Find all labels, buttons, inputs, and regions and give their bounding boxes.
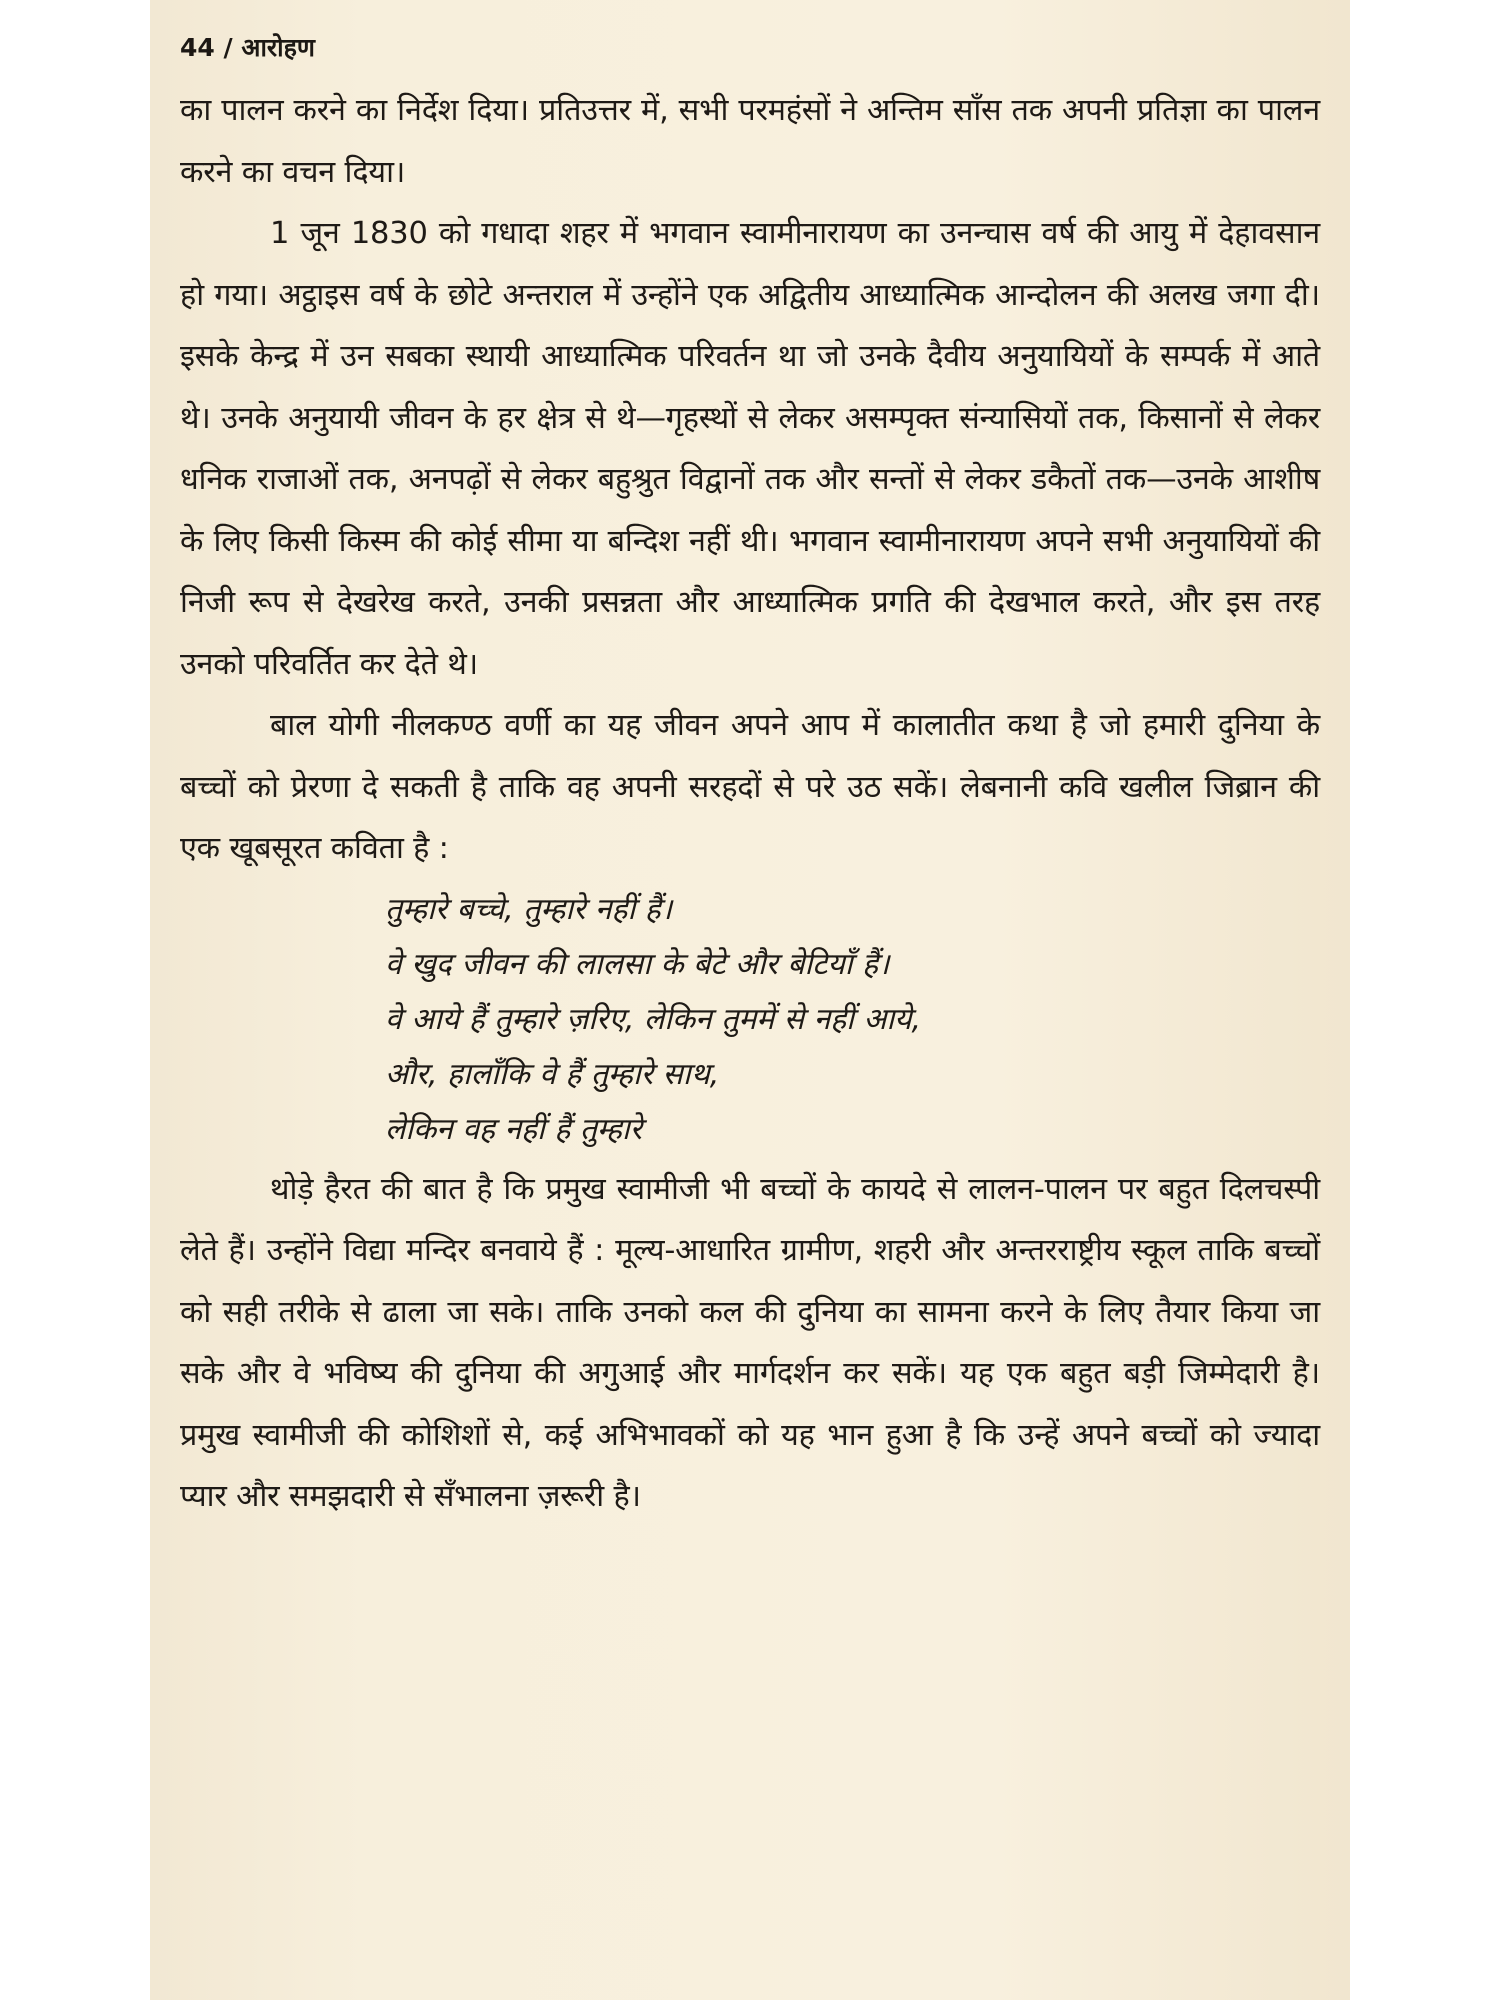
poem-line: वे खुद जीवन की लालसा के बेटे और बेटियाँ हैं। <box>385 946 890 982</box>
paragraph-4: थोड़े हैरत की बात है कि प्रमुख स्वामीजी भी बच्चों के कायदे से लालन-पालन पर बहुत दिलचस्पी लेते हैं। उन्होंने विद्या मन्दिर बनवाये हैं : मूल्य-आधारित ग्रामीण, शहरी और अन्तरराष्ट्रीय स्कूल ताकि बच्चों को सही तरीके से ढाला जा सके। ताकि उनको कल की दुनिया का सामना करने के लिए तैयार किया जा सके और वे भविष्य की दुनिया की अगुआई और मार्गदर्शन कर सकें। यह एक बहुत बड़ी जिम्मेदारी है। प्रमुख स्वामीजी की कोशिशों से, कई अभिभावकों को यह भान हुआ है कि उन्हें अपने बच्चों को ज्यादा प्यार और समझदारी से सँभालना ज़रूरी है। <box>180 1171 1320 1514</box>
paragraph-2: 1 जून 1830 को गधादा शहर में भगवान स्वामीनारायण का उनन्चास वर्ष की आयु में देहावसान हो गया। अट्ठाइस वर्ष के छोटे अन्तराल में उन्होंने एक अद्वितीय आध्यात्मिक आन्दोलन की अलख जगा दी। इसके केन्द्र में उन सबका स्थायी आध्यात्मिक परिवर्तन था जो उनके दैवीय अनुयायियों के सम्पर्क में आते थे। उनके अनुयायी जीवन के हर क्षेत्र से थे—गृहस्थों से लेकर असम्पृक्त संन्यासियों तक, किसानों से लेकर धनिक राजाओं तक, अनपढ़ों से लेकर बहुश्रुत विद्वानों तक और सन्तों से लेकर डकैतों तक—उनके आशीष के लिए किसी किस्म की कोई सीमा या बन्दिश नहीं थी। भगवान स्वामीनारायण अपने सभी अनुयायियों की निजी रूप से देखरेख करते, उनकी प्रसन्नता और आध्यात्मिक प्रगति की देखभाल करते, और इस तरह उनको परिवर्तित कर देते थे। <box>180 216 1320 682</box>
paragraph-1: का पालन करने का निर्देश दिया। प्रतिउत्तर में, सभी परमहंसों ने अन्तिम साँस तक अपनी प्रतिज्ञा का पालन करने का वचन दिया। <box>180 93 1320 190</box>
poem-line: और, हालाँकि वे हैं तुम्हारे साथ, <box>385 1056 720 1092</box>
poem-line: वे आये हैं तुम्हारे ज़रिए, लेकिन तुममें से नहीं आये, <box>385 1001 922 1037</box>
poem-block <box>385 882 1320 1157</box>
book-page <box>150 0 1350 2000</box>
page-header: 44 / आरोहण <box>180 33 315 62</box>
poem-line: लेकिन वह नहीं हैं तुम्हारे <box>385 1111 642 1147</box>
page-content <box>180 28 1320 1528</box>
paragraph-3: बाल योगी नीलकण्ठ वर्णी का यह जीवन अपने आप में कालातीत कथा है जो हमारी दुनिया के बच्चों को प्रेरणा दे सकती है ताकि वह अपनी सरहदों से परे उठ सकें। लेबनानी कवि खलील जिब्रान की एक खूबसूरत कविता है : <box>180 708 1320 866</box>
poem-line: तुम्हारे बच्चे, तुम्हारे नहीं हैं। <box>385 891 673 927</box>
